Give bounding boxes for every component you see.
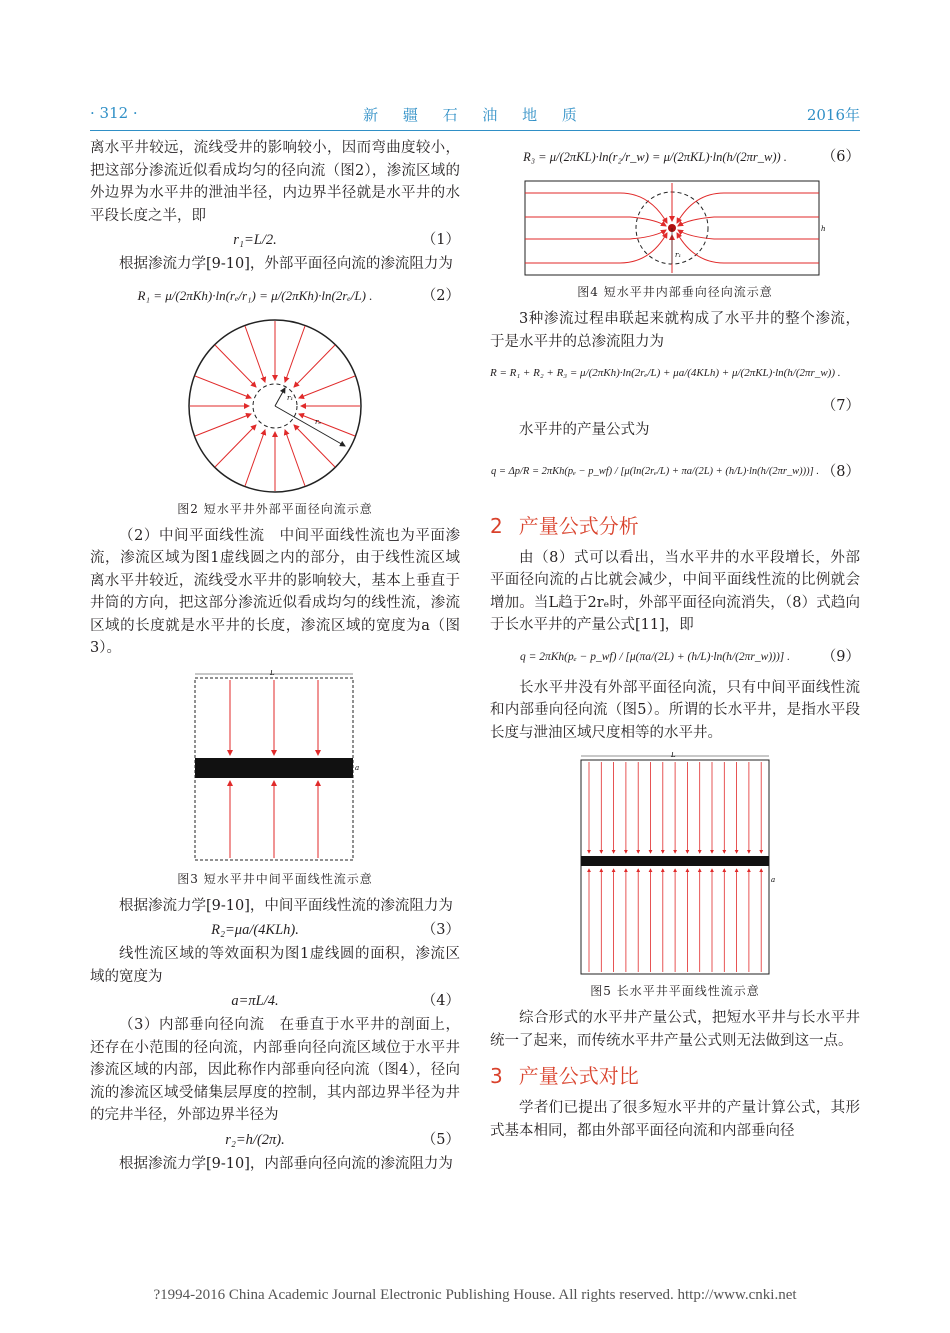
paragraph: 学者们已提出了很多短水平井的产量计算公式，其形式基本相同，都由外部平面径向流和内部垂向径 [490, 1100, 860, 1139]
figure-5-long-well-linear [575, 752, 775, 978]
paragraph: 根据渗流力学[9-10]，内部垂向径向流的渗流阻力为 [119, 1155, 453, 1172]
paragraph: 长水平井没有外部平面径向流，只有中间平面线性流和内部垂向径向流（图5）。所谓的长水平井，是指水平段长度与泄油区域尺度相等的水平井。 [490, 679, 860, 741]
figure-3-linear-flow [190, 670, 360, 866]
figure-3-caption: 图3 短水平井中间平面线性流示意 [177, 871, 373, 886]
paragraph: 根据渗流力学[9-10]，中间平面线性流的渗流阻力为 [119, 897, 453, 914]
paragraph: （2）中间平面线性流 中间平面线性流也为平面渗流，渗流区域为图1虚线圆之内的部分，由于线性流区域离水平井较近，流线受水平井的影响较大，基本上垂直于井筒的方向，把这部分渗流近似看成均匀的线性流，渗流区域的长度就是水平井的长度，渗流区域的宽度为a（图3）。 [90, 527, 460, 656]
label-r1: r₁ [675, 251, 682, 259]
equation-7-number: （7） [821, 398, 860, 414]
equation-3: R₂=μa/(4KLh). （3） [211, 922, 460, 938]
equation-5: r₂=h/(2π). （5） [225, 1131, 460, 1148]
paragraph: （3）内部垂向径向流 在垂直于水平井的剖面上，还存在小范围的径向流，内部垂向径向流区域位于水平井渗流区域的内部，因此称作内部垂向径向流（图4），径向流的渗流区域受储集层厚度的控制，其内部边界半径为井的完井半径，外部边界半径为 [90, 1017, 460, 1123]
equation-8: q = Δp/R = 2πKh(pₑ − p_wf) / [μ(ln(2rₑ/L) + πa/(2L) + (h/L)·ln(h/(2πr_w)))] . （8） [490, 463, 860, 480]
paragraph: 3种渗流过程串联起来就构成了水平井的整个渗流，于是水平井的总渗流阻力为 [490, 311, 860, 350]
paragraph: 综合形式的水平井产量公式，把短水平井与长水平井统一了起来，而传统水平井产量公式则无法做到这一点。 [490, 1010, 860, 1049]
label-a: a [355, 763, 360, 772]
year: 2016年 [806, 106, 860, 124]
paragraph: 离水平井较远，流线受井的影响较小，因而弯曲度较小，把这部分渗流近似看成均匀的径向流（图2），渗流区域的外边界为水平井的泄油半径，内边界半径就是水平井的水平段长度之半，即 [90, 140, 460, 224]
label-re: rₑ [315, 417, 322, 426]
equation-4: a=πL/4. （4） [231, 993, 460, 1009]
header-rule [90, 130, 860, 131]
paragraph: 线性流区域的等效面积为图1虚线圆的面积，渗流区域的宽度为 [90, 946, 460, 985]
figure-2-radial-flow [185, 316, 365, 496]
equation-7: R = R₁ + R₂ + R₃ = μ/(2πKh)·ln(2rₑ/L) + μa/(4KLh) + μ/(2πKL)·ln(h/(2πr_w)) . [490, 367, 841, 379]
label-L: L [270, 669, 275, 677]
section-3-heading: 3 产量公式对比 [490, 1064, 639, 1088]
page-header [90, 104, 860, 128]
copyright-footer: ?1994-2016 China Academic Journal Electronic Publishing House. All rights reserved. http://www.cnki.net [153, 1287, 797, 1303]
paragraph: 由（8）式可以看出，当水平井的水平段增长，外部平面径向流的占比就会减少，中间平面线性流的比例就会增加。当L趋于2rₑ时，外部平面径向流消失，（8）式趋向于长水平井的产量公式[11]，即 [490, 549, 860, 633]
left-column [90, 137, 460, 1175]
equation-9: q = 2πKh(pₑ − p_wf) / [μ(πa/(2L) + (h/L)·ln(h/(2πr_w)))] . （9） [519, 648, 860, 665]
figure-4-caption: 图4 短水平井内部垂向径向流示意 [577, 285, 773, 299]
figure-2-caption: 图2 短水平井外部平面径向流示意 [177, 501, 373, 516]
right-column [490, 137, 860, 1142]
equation-2: R₁ = μ/(2πKh)·ln(rₑ/r₁) = μ/(2πKh)·ln(2rₑ/L) . （2） [137, 287, 460, 304]
figure-4-vertical-radial [520, 177, 830, 279]
journal-name: 新 疆 石 油 地 质 [363, 106, 587, 124]
label-L: L [671, 752, 676, 759]
label-a: a [771, 876, 775, 884]
equation-6: R₃ = μ/(2πKL)·ln(r₂/r_w) = μ/(2πKL)·ln(h/(2πr_w)) . （6） [523, 149, 860, 165]
equation-1: r₁=L/2. （1） [233, 232, 460, 248]
paragraph: 根据渗流力学[9-10]，外部平面径向流的渗流阻力为 [119, 256, 453, 272]
paragraph: 水平井的产量公式为 [519, 422, 650, 438]
section-2-heading: 2 产量公式分析 [490, 513, 639, 538]
label-r1: r₁ [287, 393, 294, 402]
page-number: · 312 · [90, 104, 138, 122]
label-h: h [821, 225, 826, 233]
figure-5-caption: 图5 长水平井平面线性流示意 [590, 984, 760, 998]
